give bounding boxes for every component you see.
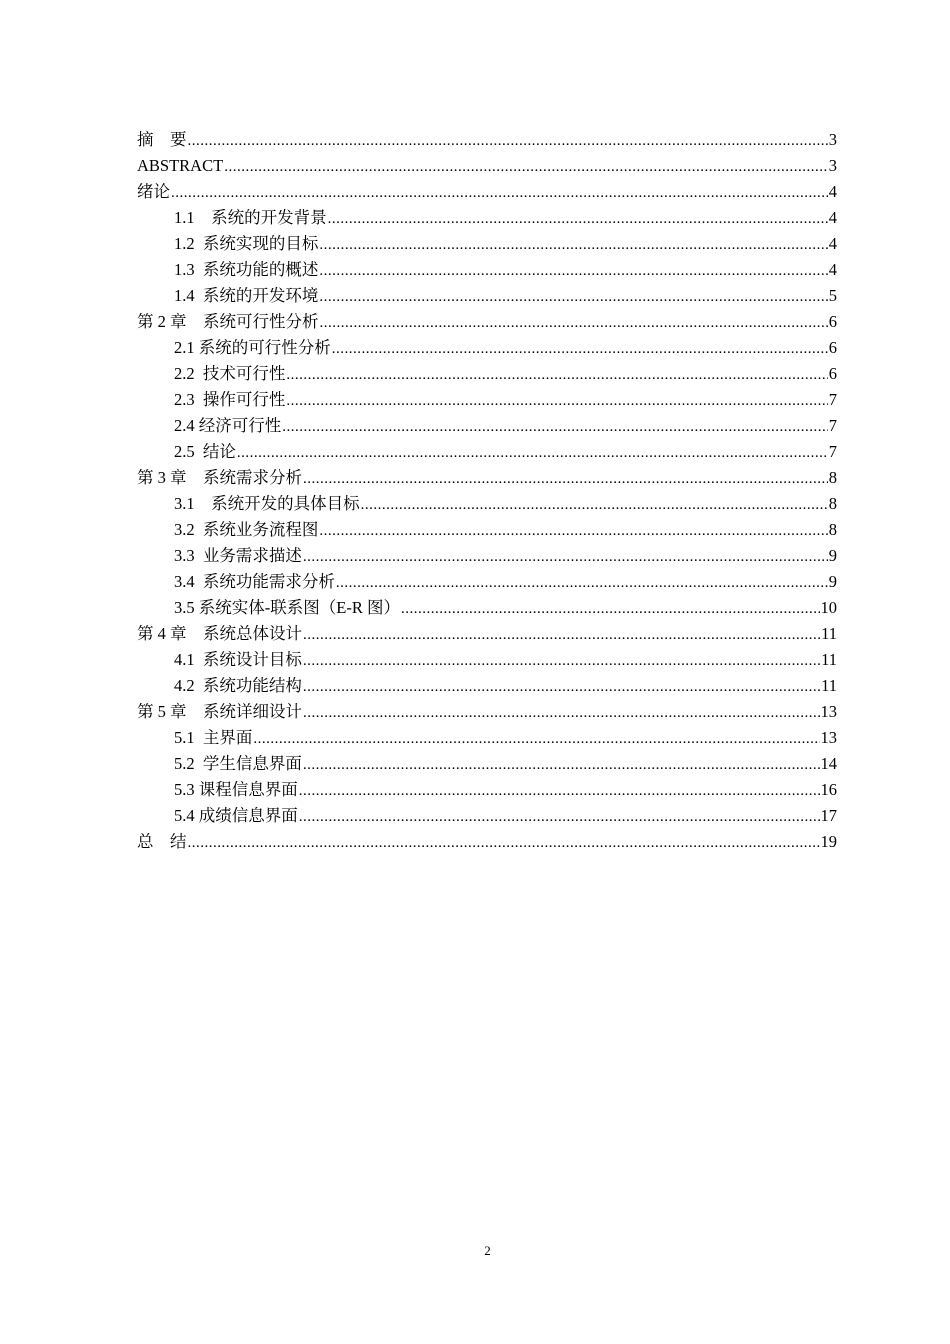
toc-entry-page: 8 (828, 494, 837, 513)
toc-entry-title: 5.2 学生信息界面 (174, 754, 302, 773)
toc-entry[interactable] (137, 803, 837, 829)
toc-entry-page: 7 (828, 390, 837, 409)
toc-entry-page: 16 (820, 780, 837, 799)
toc-entry-page: 7 (828, 442, 837, 461)
toc-entry[interactable] (137, 621, 837, 647)
toc-entry-page: 5 (828, 286, 837, 305)
toc-entry-page: 3 (828, 130, 837, 149)
toc-entry-title: 1.4 系统的开发环境 (174, 286, 319, 305)
toc-entry-title: 总 结 (137, 832, 187, 851)
toc-entry[interactable] (137, 335, 837, 361)
toc-entry-title: 1.2 系统实现的目标 (174, 234, 319, 253)
toc-entry-page: 19 (820, 832, 837, 851)
toc-entry[interactable] (137, 309, 837, 335)
toc-entry-title: 3.3 业务需求描述 (174, 546, 302, 565)
toc-entry-title: 2.1 系统的可行性分析 (174, 338, 331, 357)
toc-entry[interactable] (137, 751, 837, 777)
toc-entry[interactable] (137, 413, 837, 439)
toc-dot-leader (332, 336, 828, 362)
toc-entry-page: 11 (821, 676, 837, 695)
toc-entry-page: 9 (828, 546, 837, 565)
toc-entry-title: 第 3 章 系统需求分析 (137, 468, 302, 487)
toc-dot-leader (303, 544, 828, 570)
toc-entry-page: 3 (828, 156, 837, 175)
toc-entry-title: 第 2 章 系统可行性分析 (137, 312, 319, 331)
toc-entry[interactable] (137, 725, 837, 751)
toc-dot-leader (303, 622, 820, 648)
table-of-contents (137, 127, 837, 855)
toc-dot-leader (319, 284, 827, 310)
toc-entry[interactable] (137, 361, 837, 387)
toc-entry-page: 6 (828, 312, 837, 331)
toc-entry-title: ABSTRACT (137, 156, 224, 175)
toc-dot-leader (303, 700, 820, 726)
toc-entry-title: 2.3 操作可行性 (174, 390, 286, 409)
toc-entry-title: 4.2 系统功能结构 (174, 676, 302, 695)
toc-entry-page: 9 (828, 572, 837, 591)
toc-dot-leader (286, 388, 827, 414)
toc-entry-title: 3.1 系统开发的具体目标 (174, 494, 360, 513)
toc-entry-page: 4 (828, 182, 837, 201)
toc-entry-title: 1.1 系统的开发背景 (174, 208, 327, 227)
toc-entry-page: 8 (828, 468, 837, 487)
page-number: 2 (484, 1243, 491, 1258)
toc-entry-title: 5.1 主界面 (174, 728, 253, 747)
toc-dot-leader (286, 362, 827, 388)
toc-entry-title: 5.4 成绩信息界面 (174, 806, 298, 825)
toc-dot-leader (303, 674, 820, 700)
toc-entry-page: 11 (821, 624, 837, 643)
toc-entry-title: 3.5 系统实体-联系图（E-R 图） (174, 598, 400, 617)
toc-entry-page: 8 (828, 520, 837, 539)
toc-entry[interactable] (137, 673, 837, 699)
toc-entry[interactable] (137, 829, 837, 855)
toc-entry-page: 4 (828, 260, 837, 279)
toc-entry[interactable] (137, 179, 837, 205)
toc-entry-title: 第 4 章 系统总体设计 (137, 624, 302, 643)
toc-entry[interactable] (137, 153, 837, 179)
toc-entry[interactable] (137, 595, 837, 621)
toc-dot-leader (328, 206, 828, 232)
toc-entry-title: 3.4 系统功能需求分析 (174, 572, 335, 591)
toc-dot-leader (336, 570, 828, 596)
toc-entry[interactable] (137, 543, 837, 569)
toc-dot-leader (224, 154, 828, 180)
toc-dot-leader (253, 726, 819, 752)
toc-entry-title: 4.1 系统设计目标 (174, 650, 302, 669)
toc-entry-title: 5.3 课程信息界面 (174, 780, 298, 799)
toc-entry-page: 11 (821, 650, 837, 669)
toc-entry[interactable] (137, 257, 837, 283)
toc-entry-page: 7 (828, 416, 837, 435)
toc-dot-leader (303, 752, 820, 778)
toc-entry[interactable] (137, 491, 837, 517)
toc-entry[interactable] (137, 465, 837, 491)
toc-entry-title: 2.4 经济可行性 (174, 416, 282, 435)
toc-dot-leader (303, 648, 820, 674)
toc-entry[interactable] (137, 231, 837, 257)
toc-entry-page: 10 (820, 598, 837, 617)
toc-dot-leader (319, 518, 827, 544)
toc-entry[interactable] (137, 699, 837, 725)
toc-entry[interactable] (137, 387, 837, 413)
toc-entry-page: 17 (820, 806, 837, 825)
toc-entry-page: 4 (828, 208, 837, 227)
toc-entry-title: 2.2 技术可行性 (174, 364, 286, 383)
toc-dot-leader (401, 596, 820, 622)
toc-entry-page: 4 (828, 234, 837, 253)
toc-entry-title: 1.3 系统功能的概述 (174, 260, 319, 279)
toc-dot-leader (171, 180, 828, 206)
toc-dot-leader (188, 830, 820, 856)
toc-entry[interactable] (137, 569, 837, 595)
toc-entry-title: 绪论 (137, 182, 170, 201)
toc-entry-title: 摘 要 (137, 130, 187, 149)
toc-dot-leader (319, 232, 827, 258)
toc-entry-page: 13 (820, 702, 837, 721)
toc-entry-title: 3.2 系统业务流程图 (174, 520, 319, 539)
toc-entry[interactable] (137, 283, 837, 309)
toc-entry[interactable] (137, 205, 837, 231)
toc-dot-leader (237, 440, 828, 466)
toc-entry[interactable] (137, 127, 837, 153)
toc-entry-title: 第 5 章 系统详细设计 (137, 702, 302, 721)
toc-dot-leader (299, 804, 820, 830)
toc-dot-leader (282, 414, 828, 440)
toc-entry-page: 14 (820, 754, 837, 773)
toc-entry[interactable] (137, 439, 837, 465)
toc-entry[interactable] (137, 647, 837, 673)
toc-dot-leader (361, 492, 828, 518)
toc-entry[interactable] (137, 777, 837, 803)
toc-entry[interactable] (137, 517, 837, 543)
toc-entry-page: 13 (820, 728, 837, 747)
toc-dot-leader (299, 778, 820, 804)
toc-dot-leader (320, 310, 828, 336)
toc-dot-leader (319, 258, 827, 284)
toc-dot-leader (303, 466, 828, 492)
toc-dot-leader (188, 128, 828, 154)
toc-entry-title: 2.5 结论 (174, 442, 236, 461)
toc-entry-page: 6 (828, 364, 837, 383)
toc-entry-page: 6 (828, 338, 837, 357)
